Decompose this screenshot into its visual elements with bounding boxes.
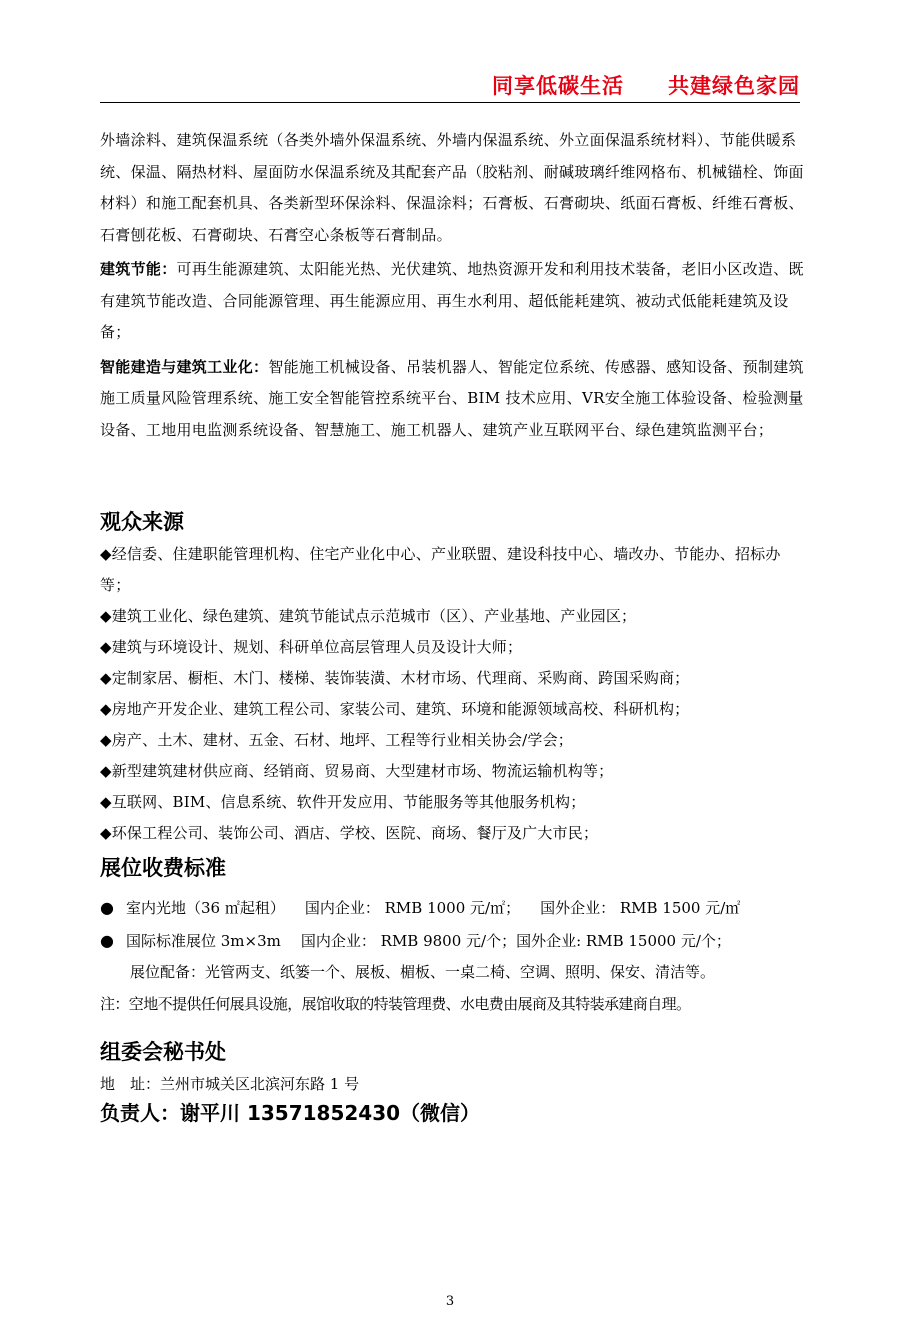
audience-item: ◆建筑工业化、绿色建筑、建筑节能试点示范城市（区）、产业基地、产业园区； — [100, 607, 637, 625]
standard-booth-label: 国际标准展位 3m×3m — [126, 931, 281, 950]
audience-item: ◆房产、土木、建材、五金、石材、地坪、工程等行业相关协会/学会； — [100, 731, 573, 749]
energy-text: 可再生能源建筑、太阳能光热、光伏建筑、地热资源开发和利用技术装备，老旧小区改造、既有建筑节能改造、合同能源管理、再生能源应用、再生水利用、超低能耗建筑、被动式低能耗建筑及设备； — [100, 260, 804, 341]
fee-row-standard-booth — [100, 925, 806, 958]
audience-item: ◆经信委、住建职能管理机构、住宅产业化中心、产业联盟、建设科技中心、墙改办、节能办、招标办等； — [100, 545, 781, 594]
raw-space-domestic: 国内企业： RMB 1000 元/㎡； — [304, 899, 521, 917]
audience-list — [100, 539, 806, 849]
page-header — [100, 72, 800, 103]
audience-item: ◆互联网、BIM、信息系统、软件开发应用、节能服务等其他服务机构； — [100, 793, 586, 811]
secretariat-heading: 组委会秘书处 — [100, 1040, 226, 1064]
page-number: 3 — [445, 1294, 455, 1309]
raw-space-foreign: 国外企业： RMB 1500 元/㎡ — [540, 899, 741, 917]
raw-space-label: 室内光地（36 ㎡起租） — [126, 899, 285, 917]
smart-label: 智能建造与建筑工业化： — [100, 357, 269, 376]
audience-item: ◆房地产开发企业、建筑工程公司、家装公司、建筑、环境和能源领域高校、科研机构； — [100, 700, 690, 718]
booth-equipment: 展位配备：光管两支、纸篓一个、展板、楣板、一桌二椅、空调、照明、保安、清洁等。 — [130, 963, 716, 981]
audience-item: ◆新型建筑建材供应商、经销商、贸易商、大型建材市场、物流运输机构等； — [100, 762, 614, 780]
audience-item: ◆环保工程公司、装饰公司、酒店、学校、医院、商场、餐厅及广大市民； — [100, 824, 599, 842]
smart-paragraph — [100, 352, 804, 447]
fees-section — [100, 892, 806, 1020]
bullet-icon: ● — [100, 898, 114, 917]
header-slogan-left: 同享低碳生活 — [492, 74, 624, 98]
standard-booth-domestic: 国内企业： RMB 9800 元/个； — [300, 931, 517, 950]
energy-label: 建筑节能： — [100, 260, 177, 278]
audience-item: ◆定制家居、橱柜、木门、楼梯、装饰装潢、木材市场、代理商、采购商、跨国采购商； — [100, 669, 690, 687]
materials-paragraph: 外墙涂料、建筑保温系统（各类外墙外保温系统、外墙内保温系统、外立面保温系统材料）、节能供暖系统、保温、隔热材料、屋面防水保温系统及其配套产品（胶粘剂、耐碱玻璃纤维网格布、机械锚栓、饰面材料）和施工配套机具、各类新型环保涂料、保温涂料；石膏板、石膏砌块、纸面石膏板、纤维石膏板、石膏刨花板、石膏砌块、石膏空心条板等石膏制品。 — [100, 131, 804, 244]
fees-note: 注：空地不提供任何展具设施，展馆收取的特装管理费、水电费由展商及其特装承建商自理。 — [100, 994, 691, 1013]
bullet-icon: ● — [100, 930, 114, 950]
exhibits-section — [100, 125, 804, 446]
audience-item: ◆建筑与环境设计、规划、科研单位高层管理人员及设计大师； — [100, 638, 523, 656]
header-slogan-right: 共建绿色家园 — [668, 74, 800, 98]
audience-heading: 观众来源 — [100, 510, 184, 534]
standard-booth-foreign: 国外企业: RMB 15000 元/个； — [516, 931, 731, 950]
secretariat-address: 地 址：兰州市城关区北滨河东路 1 号 — [100, 1075, 360, 1093]
fee-row-raw-space — [100, 892, 806, 925]
smart-text: 智能施工机械设备、吊装机器人、智能定位系统、传感器、感知设备、预制建筑施工质量风险管理系统、施工安全智能管控系统平台、BIM 技术应用、VR安全施工体验设备、检验测量设备、工地用电监测系统设备、智慧施工、施工机器人、建筑产业互联网平台、绿色建筑监测平台； — [100, 357, 804, 439]
energy-paragraph — [100, 254, 804, 349]
secretariat-contact: 负责人：谢平川 13571852430（微信） — [100, 1101, 481, 1125]
fees-heading: 展位收费标准 — [100, 856, 226, 880]
